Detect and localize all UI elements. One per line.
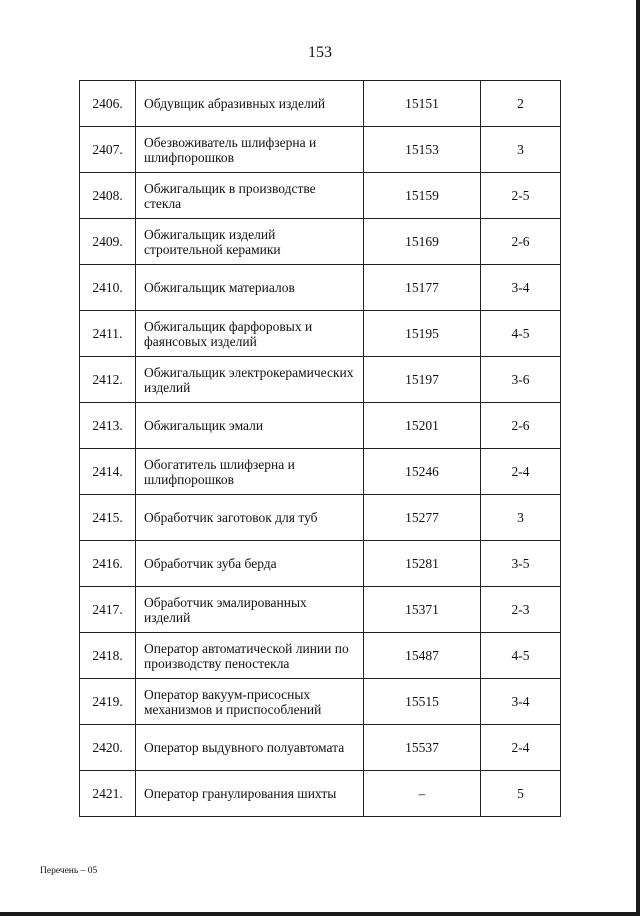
occupation-name-cell: Обжигальщик фарфоровых и фаянсовых изделий xyxy=(136,311,364,357)
occupation-code-cell: 15201 xyxy=(364,403,481,449)
grade-range-cell: 2-4 xyxy=(481,725,561,771)
occupation-name-cell: Обжигальщик электрокерамических изделий xyxy=(136,357,364,403)
table-row xyxy=(80,771,561,817)
occupation-name-cell: Оператор выдувного полуавтомата xyxy=(136,725,364,771)
grade-range-cell: 3-6 xyxy=(481,357,561,403)
occupation-code-cell: 15537 xyxy=(364,725,481,771)
row-number-cell: 2419. xyxy=(80,679,136,725)
table-row xyxy=(80,449,561,495)
occupation-name-cell: Обработчик зуба берда xyxy=(136,541,364,587)
grade-range-cell: 3-4 xyxy=(481,265,561,311)
grade-range-cell: 4-5 xyxy=(481,633,561,679)
occupation-code-cell: 15169 xyxy=(364,219,481,265)
occupation-name-cell: Обжигальщик эмали xyxy=(136,403,364,449)
table-row xyxy=(80,81,561,127)
occupation-name-cell: Обжигальщик материалов xyxy=(136,265,364,311)
table-row xyxy=(80,587,561,633)
grade-range-cell: 3 xyxy=(481,127,561,173)
grade-range-cell: 4-5 xyxy=(481,311,561,357)
occupation-name-cell: Обдувщик абразивных изделий xyxy=(136,81,364,127)
row-number-cell: 2412. xyxy=(80,357,136,403)
occupation-name-cell: Оператор автоматической линии по производству пеностекла xyxy=(136,633,364,679)
table-row xyxy=(80,219,561,265)
table-row xyxy=(80,173,561,219)
row-number-cell: 2413. xyxy=(80,403,136,449)
occupation-table-body xyxy=(80,81,561,817)
occupation-table xyxy=(79,80,561,817)
occupation-code-cell: – xyxy=(364,771,481,817)
page-footer: Перечень – 05 xyxy=(40,866,98,876)
row-number-cell: 2410. xyxy=(80,265,136,311)
grade-range-cell: 2-3 xyxy=(481,587,561,633)
occupation-name-cell: Обработчик эмалированных изделий xyxy=(136,587,364,633)
table-row xyxy=(80,495,561,541)
occupation-code-cell: 15246 xyxy=(364,449,481,495)
occupation-name-cell: Обжигальщик в производстве стекла xyxy=(136,173,364,219)
grade-range-cell: 2-6 xyxy=(481,403,561,449)
occupation-code-cell: 15177 xyxy=(364,265,481,311)
grade-range-cell: 2 xyxy=(481,81,561,127)
row-number-cell: 2409. xyxy=(80,219,136,265)
row-number-cell: 2420. xyxy=(80,725,136,771)
row-number-cell: 2411. xyxy=(80,311,136,357)
grade-range-cell: 3-4 xyxy=(481,679,561,725)
grade-range-cell: 2-5 xyxy=(481,173,561,219)
occupation-code-cell: 15281 xyxy=(364,541,481,587)
occupation-name-cell: Обработчик заготовок для туб xyxy=(136,495,364,541)
occupation-code-cell: 15195 xyxy=(364,311,481,357)
occupation-name-cell: Обжигальщик изделий строительной керамики xyxy=(136,219,364,265)
occupation-code-cell: 15277 xyxy=(364,495,481,541)
table-row xyxy=(80,633,561,679)
row-number-cell: 2408. xyxy=(80,173,136,219)
occupation-code-cell: 15159 xyxy=(364,173,481,219)
table-row xyxy=(80,311,561,357)
row-number-cell: 2417. xyxy=(80,587,136,633)
occupation-code-cell: 15153 xyxy=(364,127,481,173)
table-row xyxy=(80,725,561,771)
occupation-code-cell: 15371 xyxy=(364,587,481,633)
row-number-cell: 2407. xyxy=(80,127,136,173)
table-row xyxy=(80,127,561,173)
occupation-code-cell: 15487 xyxy=(364,633,481,679)
row-number-cell: 2406. xyxy=(80,81,136,127)
occupation-name-cell: Обогатитель шлифзерна и шлифпорошков xyxy=(136,449,364,495)
table-row xyxy=(80,357,561,403)
occupation-name-cell: Обезвоживатель шлифзерна и шлифпорошков xyxy=(136,127,364,173)
grade-range-cell: 5 xyxy=(481,771,561,817)
table-row xyxy=(80,679,561,725)
table-row xyxy=(80,265,561,311)
grade-range-cell: 3-5 xyxy=(481,541,561,587)
row-number-cell: 2414. xyxy=(80,449,136,495)
grade-range-cell: 3 xyxy=(481,495,561,541)
page-number: 153 xyxy=(308,44,332,61)
row-number-cell: 2418. xyxy=(80,633,136,679)
table-row xyxy=(80,403,561,449)
grade-range-cell: 2-4 xyxy=(481,449,561,495)
row-number-cell: 2415. xyxy=(80,495,136,541)
grade-range-cell: 2-6 xyxy=(481,219,561,265)
row-number-cell: 2421. xyxy=(80,771,136,817)
occupation-code-cell: 15151 xyxy=(364,81,481,127)
occupation-name-cell: Оператор гранулирования шихты xyxy=(136,771,364,817)
occupation-code-cell: 15515 xyxy=(364,679,481,725)
occupation-code-cell: 15197 xyxy=(364,357,481,403)
table-row xyxy=(80,541,561,587)
row-number-cell: 2416. xyxy=(80,541,136,587)
occupation-name-cell: Оператор вакуум-присосных механизмов и приспособлений xyxy=(136,679,364,725)
